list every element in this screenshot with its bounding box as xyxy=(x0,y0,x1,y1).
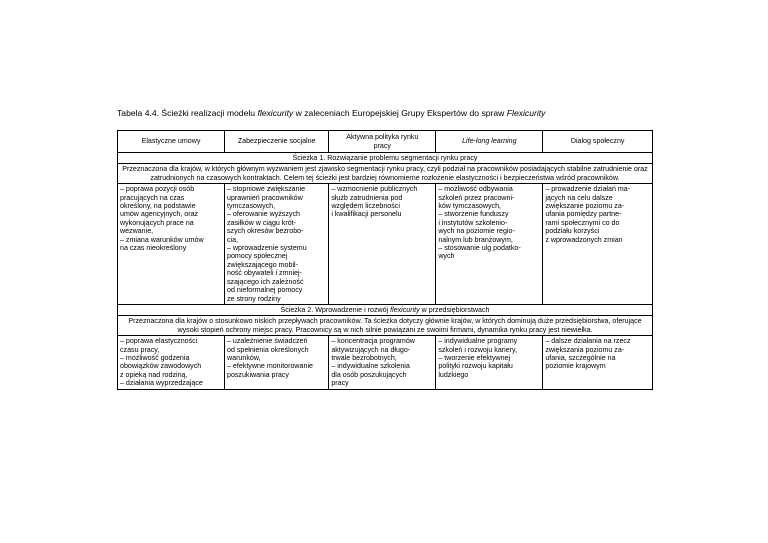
flexicurity-table xyxy=(117,130,653,390)
header-aktywna-polityka: Aktywna polityka rynku pracy xyxy=(329,131,436,153)
path2-content-row xyxy=(118,336,653,389)
path1-content-row xyxy=(118,184,653,305)
caption-italic: flexicurity xyxy=(257,108,294,118)
path1-cell-elastyczne-umowy: – poprawa pozycji osób pracujących na czas określony, na podstawie umów agencyjnych, oraz wykonujących prace na wezwanie, – zmiana warunków umów na czas nieokreślony xyxy=(118,184,225,305)
caption-italic-2: Flexicurity xyxy=(506,108,546,118)
caption-suffix: w zaleceniach Europejskiej Grupy Ekspertów do spraw xyxy=(293,108,507,118)
path2-cell-elastyczne-umowy: – poprawa elastyczności czasu pracy, – możliwość godzenia obowiązków zawodowych z opieką nad rodziną, – działania wyprzedzające xyxy=(118,336,225,389)
header-life-long-learning: Life-long learning xyxy=(436,131,543,153)
path1-cell-zabezpieczenie: – stopniowe zwiększanie uprawnień pracowników tymczasowych, – oferowanie wyższych zasiłków w ciągu krót- szych okresów bezrobo- cia, – wprowadzenie systemu pomocy społecznej zwiększającego mobil- ność obywateli i zmniej- szającego ich zależność od nieformalnej pomocy ze strony rodziny xyxy=(225,184,329,305)
path2-title-row xyxy=(118,304,653,315)
table-caption xyxy=(117,108,677,119)
path1-description: Przeznaczona dla krajów, w których głównym wyzwaniem jest zjawisko segmentacji rynku pracy, czyli podział na pracowników posiadających stabilne zatrudnienie oraz zatrudnionych na czasowych kontraktach. Celem tej ścieżki jest bardziej równomierne rozłożenie elastyczności i bezpieczeństwa wśród pracowników. xyxy=(118,164,653,184)
path2-cell-aktywna-polityka: – koncentracja programów aktywizujących na długo- trwale bezrobotnych, – indywidualne szkolenia dla osób poszukujących pracy xyxy=(329,336,436,389)
path1-title: Ścieżka 1. Rozwiązanie problemu segmentacji rynku pracy xyxy=(118,153,653,164)
header-dialog-spoleczny: Dialog społeczny xyxy=(543,131,653,153)
header-elastyczne-umowy: Elastyczne umowy xyxy=(118,131,225,153)
path2-description: Przeznaczona dla krajów o stosunkowo niskich przepływach pracowników. Ta ścieżka dotyczy głównie krajów, w których dominują duże przedsiębiorstwa, oferujące wysoki stopień ochrony miejsc pracy. Pracownicy są w nich silnie powiązani ze swoimi firmami, dynamika rynku pracy jest niewielka. xyxy=(118,316,653,336)
path2-desc-row xyxy=(118,316,653,336)
header-row xyxy=(118,131,653,153)
path1-cell-dialog: – prowadzenie działań ma- jących na celu dalsze zwiększanie poziomu za- ufania pomiędzy partne- rami społecznymi co do podziału korzyści z wprowadzonych zmian xyxy=(543,184,653,305)
path1-title-row xyxy=(118,153,653,164)
path2-title-italic: flexicurity xyxy=(390,305,420,314)
path2-cell-zabezpieczenie: – uzależnienie świadczeń od spełnienia określonych warunków, – efektywne monitorowanie poszukiwania pracy xyxy=(225,336,329,389)
path2-cell-life-long-learning: – indywidualne programy szkoleń i rozwoju kariery, – tworzenie efektywnej polityki rozwoju kapitału ludzkiego xyxy=(436,336,543,389)
path1-desc-row xyxy=(118,164,653,184)
path2-cell-dialog: – dalsze działania na rzecz zwiększania poziomu za- ufania, szczególnie na poziomie krajowym xyxy=(543,336,653,389)
caption-prefix: Tabela 4.4. Ścieżki realizacji modelu xyxy=(117,108,258,118)
path1-cell-life-long-learning: – możliwość odbywania szkoleń przez pracowni- ków tymczasowych, – stworzenie funduszy i instytutów szkolenio- wych na poziomie regio- nalnym lub branżowym, – stosowanie ulg podatko- wych xyxy=(436,184,543,305)
path2-title-suffix: w przedsiębiorstwach xyxy=(419,305,490,314)
path2-title xyxy=(118,304,653,315)
header-zabezpieczenie-socjalne: Zabezpieczenie socjalne xyxy=(225,131,329,153)
path1-cell-aktywna-polityka: – wzmocnienie publicznych służb zatrudnienia pod względem liczebności i kwalifikacji personelu xyxy=(329,184,436,305)
path2-title-prefix: Ścieżka 2. Wprowadzenie i rozwój xyxy=(280,305,391,314)
